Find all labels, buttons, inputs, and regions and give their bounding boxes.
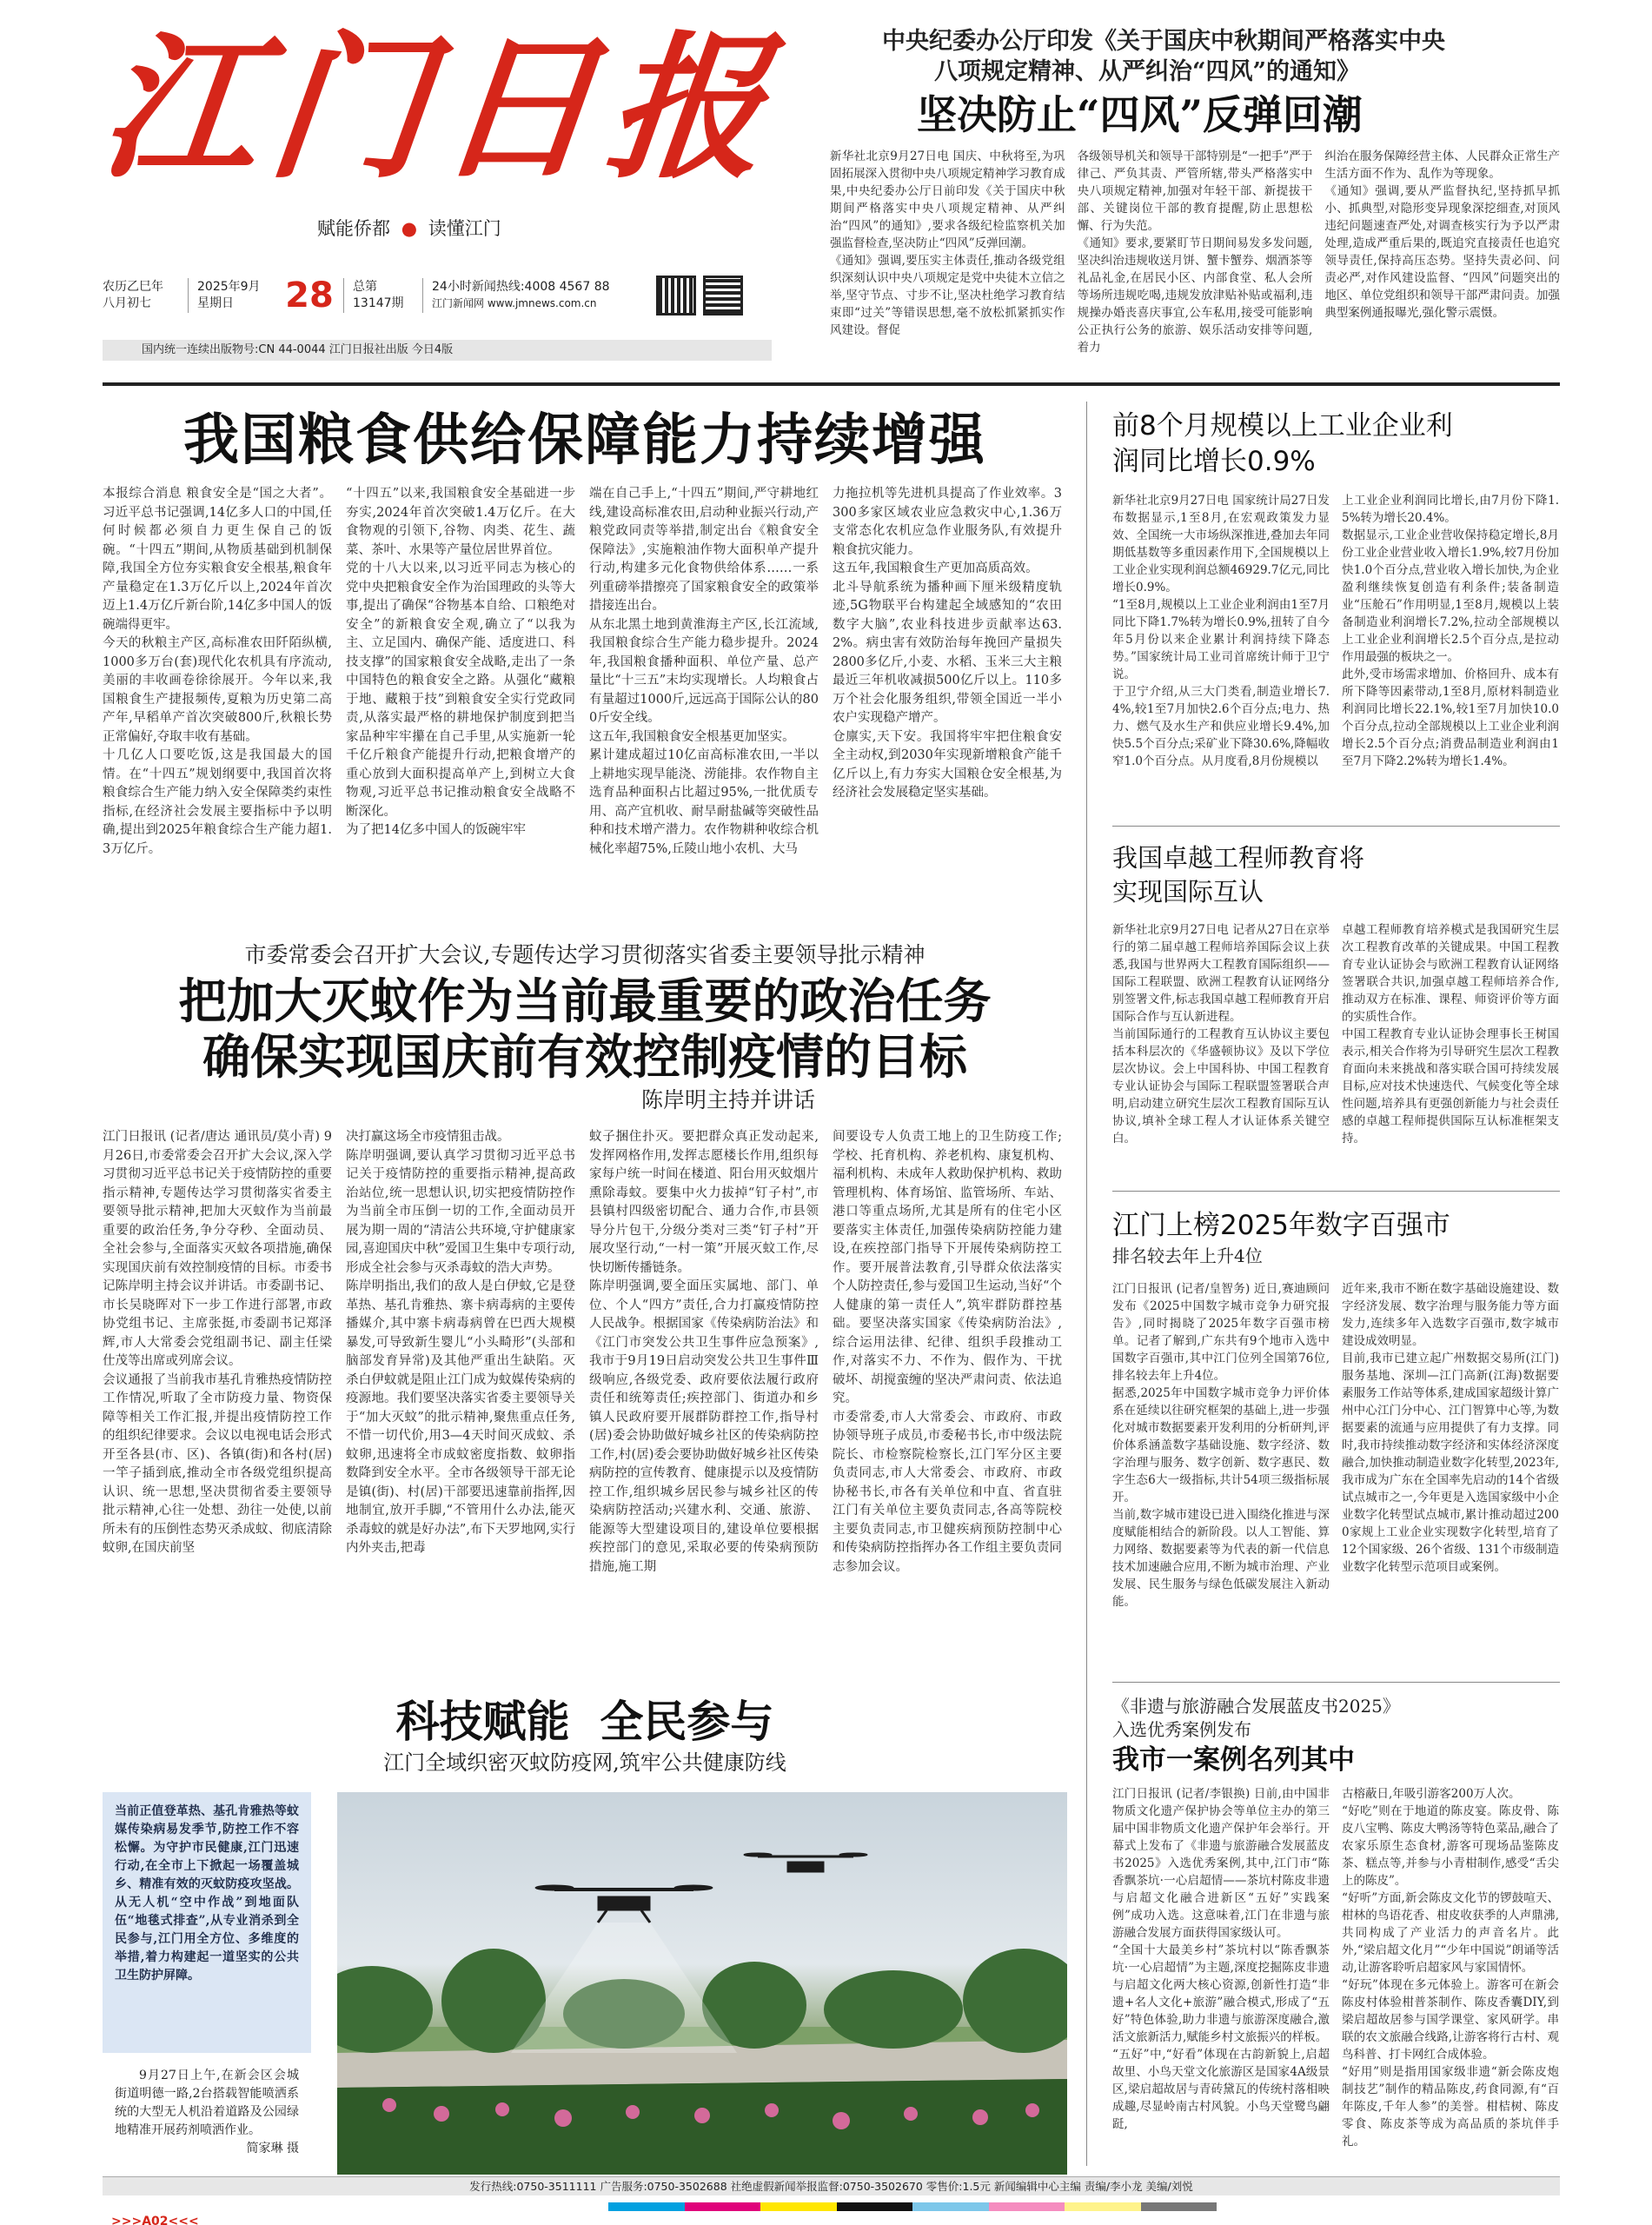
footer-bar <box>103 2176 1560 2195</box>
digital-col-1: 江门日报讯 (记者/皇智务) 近日,赛迪顾问发布《2025中国数字城市竞争力研究报告》,同时揭晓了2025年数字百强市榜单。记者了解到,广东共有9个地市入选中国数字百强市,其中江门位列全国第76位,排名较去年上升4位。 据悉,2025年中国数字城市竞争力评价体系在延续以往研究框架的基础上,进一步强化对城市数据要素开发利用的分析研判,评价体系涵盖数字基础设施、数字经济、数字治理与服务、数字创新、数字惠民、数字生态6大一级指标,共计54项三级指标展开。 当前,数字城市建设已进入围绕化推进与深度赋能相结合的新阶段。以人工智能、算力网络、数据要素等为代表的新一代信息技术加速融合应用,不断为城市治理、产业发展、民生服务与绿色低碳发展注入新动能。 <box>1112 1282 1330 1609</box>
newspaper-logo: 江门日报 <box>92 17 787 200</box>
digital-story <box>1112 1208 1560 1677</box>
top-story-col-1: 新华社北京9月27日电 国庆、中秋将至,为巩固拓展深入贯彻中央八项规定精神学习教育成果,中央纪委办公厅日前印发《关于国庆中秋期间严格落实中央八项规定精神、从严纠治“四风”的通知》,要求各级纪检监察机关加强监督检查,坚决防止“四风”反弹回潮。 《通知》强调,要压实主体责任,推动各级党组织深刻认识中央八项规定是党中央徒木立信之举,坚守节点、寸步不让,坚决杜绝学习教育结束即“过关”等错误思想,毫不放松抓紧抓实作风建设。督促 <box>830 149 1065 337</box>
mosquito-subhead: 陈岸明主持并讲话 <box>640 1087 815 1112</box>
digital-col-2: 近年来,我市不断在数字基础设施建设、数字经济发展、数字治理与服务能力等方面发力,连续多年入选数字百强市,数字城市建设成效明显。 目前,我市已建立起广州数据交易所(江门)服务基地、深圳—江门高新(江海)数据要素服务工作站等体系,建成国家超级计算广州中心江门分中心、江门智算中心等,为数据要素的流通与应用提供了有力支撑。同时,我市持续推动数字经济和实体经济深度融合,加快推动制造业数字化转型,2023年,我市成为广东在全国率先启动的14个省级试点城市之一,今年更是入选国家级中小企业数字化转型试点城市,累计推动超过2000家规上工业企业实现数字化转型,培育了12个国家级、26个省级、131个市级制造业数字化转型示范项目或案例。 <box>1342 1282 1559 1574</box>
grain-headline: 我国粮食供给保障能力持续增强 <box>183 408 986 473</box>
feature-headline: 科技赋能 全民参与 <box>395 1696 774 1747</box>
mosquito-headline-1: 把加大灭蚊作为当前最重要的政治任务 <box>178 973 992 1029</box>
grain-story <box>103 402 1067 906</box>
engineer-story <box>1112 841 1560 1189</box>
top-story-col-2: 各级领导机关和领导干部特别是“一把手”严于律己、严负其责、严管所辖,带头严格落实中央八项规定精神,加强对年轻干部、新提拔干部、关键岗位干部的教育提醒,防止思想松懈、行为失范。 《通知》要求,要紧盯节日期间易发多发问题,坚决纠治违规收送月饼、蟹卡蟹券、烟酒茶等礼品礼金,在居民小区、内部食堂、私人会所等场所违规吃喝,违规发放津贴补贴或福利,违规操办婚丧喜庆事宜,公车私用,接受可能影响公正执行公务的旅游、娱乐活动安排等问题,着力 <box>1077 149 1313 355</box>
cn-number-bar: 国内统一连续出版物号:CN 44-0044 江门日报社出版 今日4版 <box>103 340 772 361</box>
footer-text: 发行热线:0750-3511111 广告服务:0750-3502688 社绝虚假新闻举报监督:0750-3502670 零售价:1.5元 新闻编辑中心主编 责编/李小龙 美编/刘悦 <box>469 2180 1193 2193</box>
page-jump-link[interactable]: >>>A02<<< <box>111 2215 199 2225</box>
mosquito-headline-2: 确保实现国庆前有效控制疫情的目标 <box>202 1028 967 1085</box>
industry-col-1: 新华社北京9月27日电 国家统计局27日发布数据显示,1至8月,在宏观政策发力显效、全国统一大市场纵深推进,叠加去年同期低基数等多重因素作用下,全国规模以上工业企业实现利润总额46929.7亿元,同比增长0.9%。 “1至8月,规模以上工业企业利润由1至7月同比下降1.7%转为增长0.9%,扭转了自今年5月份以来企业累计利润持续下降态势。”国家统计局工业司首席统计师于卫宁说。 于卫宁介绍,从三大门类看,制造业增长7.4%,较1至7月加快2.6个百分点;电力、热力、燃气及水生产和供应业增长9.4%,加快5.5个百分点;采矿业下降30.6%,降幅收窄1.0个百分点。从月度看,8月份规模以 <box>1112 494 1330 768</box>
issue-day: 28 <box>285 276 334 315</box>
total-issue: 13147期 <box>353 296 404 310</box>
lunar-date: 农历乙巳年 八月初七 <box>103 280 163 310</box>
color-registration-bar <box>608 2202 1217 2211</box>
engineer-headline: 我国卓越工程师教育将实现国际互认 <box>1112 843 1365 907</box>
qr-code-icon[interactable] <box>656 276 696 315</box>
digital-subhead: 排名较去年上升4位 <box>1112 1245 1263 1266</box>
grain-col-4: 力拖拉机等先进机具提高了作业效率。3300多家区域农业应急救灾中心,1.36万支常态化农机应急作业服务队,有效提升粮食抗灾能力。 这五年,我国粮食生产更加高质高效。 北斗导航系统为播种画下厘米级精度轨迹,5G物联平台构建起全域感知的“农田数字大脑”,农业科技进步贡献率达63.2%。病虫害有效防治每年挽回产量损失2800多亿斤,小麦、水稻、玉米三大主粮最近三年机收减损500亿斤以上。110多万个社会化服务组织,带领全国近一半小农户实现稳产增产。 仓廪实,天下安。我国将牢牢把住粮食安全主动权,到2030年实现新增粮食产能千亿斤以上,有力夯实大国粮仓安全根基,为经济社会发展稳定坚实基础。 <box>833 487 1062 800</box>
engineer-col-2: 卓越工程师教育培养模式是我国研究生层次工程教育改革的关键成果。中国工程教育专业认证协会与欧洲工程教育认证网络签署联合共识,加强卓越工程师培养合作,推动双方在标准、课程、师资评价等方面的实质性合作。 中国工程教育专业认证协会理事长王树国表示,相关合作将为引导研究生层次工程教育面向未来挑战和落实联合国可持续发展目标,应对技术快速迭代、气候变化等全球性问题,培养具有更强创新能力与社会责任感的卓越工程师提供国际互认标准框架支持。 <box>1342 923 1559 1146</box>
news-website[interactable]: 江门新闻网 www.jmnews.com.cn <box>432 297 597 309</box>
issue-info-box <box>103 271 772 320</box>
top-story-headline: 坚决防止“四风”反弹回潮 <box>917 91 1363 138</box>
issue-weekday: 星期日 <box>197 296 234 310</box>
heritage-col-1: 江门日报讯 (记者/李银换) 日前,由中国非物质文化遗产保护协会等单位主办的第三届中国非物质文化遗产保护年会举行。开幕式上发布了《非遗与旅游融合发展蓝皮书2025》入选优秀案例,其中,江门市“陈香飘茶坑·一心启超情——茶坑村陈皮非遗与启超文化融合进新区“五好”实践案例”成功入选。这意味着,江门在非遗与旅游融合发展方面获得国家级认可。 “全国十大最美乡村”茶坑村以“陈香飘茶坑·一心启超情”为主题,深度挖掘陈皮非遗与启超文化两大核心资源,创新性打造“非遗+名人文化+旅游”融合模式,形成了“五好”特色体验,助力非遗与旅游深度融合,激活文旅新活力,赋能乡村文旅振兴的样板。 “五好”中,“好看”体现在古韵新貌上,启超故里、小鸟天堂文化旅游区是国家4A级景区,梁启超故居与青砖黛瓦的传统村落相映成趣,尽显岭南古村风貌。小鸟天堂鹭鸟翩跹, <box>1112 1787 1330 2131</box>
heritage-headline: 我市一案例名列其中 <box>1112 1744 1355 1776</box>
mosquito-col-2: 决打赢这场全市疫情狙击战。 陈岸明强调,要认真学习贯彻习近平总书记关于疫情防控的重要指示精神,提高政治站位,统一思想认识,切实把疫情防控作为当前全市压倒一切的工作,全面动员开展为期一周的“清洁公共环境,守护健康家园,喜迎国庆中秋”爱国卫生集中专项行动,形成全社会参与灭杀毒蚊的浩大声势。 陈岸明指出,我们的敌人是白伊蚊,它是登革热、基孔肯雅热、寨卡病毒病的主要传播媒介,其中寨卡病毒病曾在巴西大规模暴发,可导致新生婴儿“小头畸形”(头部和脑部发育异常)及其他严重出生缺陷。灭杀白伊蚊就是阻止江门成为蚊媒传染病的疫源地。我们要坚决落实省委主要领导关于“加大灭蚊”的批示精神,聚焦重点任务,不惜一切代价,用3—4天时间灭成蚊、杀蚊卵,迅速将全市成蚊密度指数、蚊卵指数降到安全水平。全市各级领导干部无论是镇(街)、村(居)干部要迅速靠前指挥,因地制宜,放开手脚,“不管用什么办法,能灭杀毒蚊的就是好办法”,布下天罗地网,实行内外夹击,把毒 <box>346 1130 575 1555</box>
digital-headline: 江门上榜2025年数字百强市 <box>1112 1210 1450 1241</box>
heritage-kicker: 《非遗与旅游融合发展蓝皮书2025》 入选优秀案例发布 <box>1112 1696 1400 1740</box>
drone-icon <box>535 1885 713 1923</box>
grain-col-1: 本报综合消息 粮食安全是“国之大者”。习近平总书记强调,14亿多人口的中国,任何时候都必须自力更生保自己的饭碗。“十四五”期间,从物质基础到机制保障,我国全方位夯实粮食安全根基,粮食年产量稳定在1.3万亿斤以上,2024年首次迈上1.4万亿斤新台阶,14亿多中国人的饭碗端得更牢。 今天的秋粮主产区,高标准农田阡陌纵横,1000多万台(套)现代化农机具有序流动,美丽的丰收画卷徐徐展开。今年以来,我国粮食生产捷报频传,夏粮为历史第二高产年,早稻单产首次突破800斤,秋粮长势正常偏好,夺取丰收有基础。 十几亿人口要吃饭,这是我国最大的国情。在“十四五”规划纲要中,我国首次将粮食综合生产能力纳入安全保障类约束性指标,在经济社会发展主要指标中予以明确,提出到2025年粮食综合生产能力超1.3万亿斤。 <box>103 487 332 856</box>
grain-col-3: 端在自己手上,“十四五”期间,严守耕地红线,建设高标准农田,启动种业振兴行动,产粮党政同责等举措,制定出台《粮食安全保障法》,实施粮油作物大面积单产提升行动,构建多元化食物供给体系……一系列重磅举措擦亮了国家粮食安全的政策举措接连出台。 从东北黑土地到黄淮海主产区,长江流域,我国粮食综合生产能力稳步提升。2024年,我国粮食播种面积、单位产量、总产量比“十三五”末均实现增长。人均粮食占有量超过1000斤,远远高于国际公认的800斤安全线。 这五年,我国粮食安全根基更加坚实。 累计建成超过10亿亩高标准农田,一半以上耕地实现旱能浇、涝能排。农作物自主选育品种面积占比超过95%,一批优质专用、高产宜机收、耐旱耐盐碱等突破性品种和技术增产潜力。农作物耕种收综合机械化率超75%,丘陵山地小农机、大马 <box>589 487 819 856</box>
drone-photo <box>337 1792 1067 2175</box>
top-story <box>830 26 1560 361</box>
slogan-dot-icon: ● <box>401 218 418 239</box>
qr-code-icon-2[interactable] <box>703 276 743 315</box>
drone-photo-svg <box>337 1792 1067 2175</box>
right-divider-1 <box>1112 826 1560 827</box>
industry-col-2: 上工业企业利润同比增长,由7月份下降1.5%转为增长20.4%。 数据显示,工业企业营收保持稳定增长,8月份工业企业营业收入增长1.9%,较7月份加快1.0个百分点,营业收入增长加快,为企业盈利继续恢复创造有利条件;装备制造业“压舱石”作用明显,1至8月,规模以上装备制造业利润增长7.2%,拉动全部规模以上工业企业利润增长2.5个百分点,是拉动作用最强的板块之一。 此外,受市场需求增加、价格回升、成本有所下降等因素带动,1至8月,原材料制造业利润同比增长22.1%,较1至7月加快10.0个百分点,拉动全部规模以上工业企业利润增长2.5个百分点;消费品制造业利润由1至7月下降2.2%转为增长1.4%。 <box>1342 494 1559 768</box>
news-hotline: 24小时新闻热线:4008 4567 88 <box>432 280 610 294</box>
top-story-kicker: 中央纪委办公厅印发《关于国庆中秋期间严格落实中央 八项规定精神、从严纠治“四风”的通知》 <box>882 28 1445 85</box>
feature-intro-box <box>103 1792 311 2053</box>
heritage-story <box>1112 1695 1560 2164</box>
feature-caption: 9月27日上午,在新会区会城街道明德一路,2台搭载智能喷洒系统的大型无人机沿着道路及公园绿地精准开展药剂喷洒作业。 <box>115 2069 299 2137</box>
feature-intro: 当前正值登革热、基孔肯雅热等蚊媒传染病易发季节,防控工作不容松懈。为守护市民健康,江门迅速行动,在全市上下掀起一场覆盖城乡、精准有效的灭蚊防疫攻坚战。从无人机“空中作战”到地面队伍“地毯式排查”,从专业消杀到全民参与,江门用全方位、多维度的举措,着力构建起一道坚实的公共卫生防护屏障。 <box>115 1804 299 1983</box>
spray-mist <box>511 1923 737 2053</box>
right-divider-3 <box>1112 1682 1560 1683</box>
drone-icon-2 <box>744 1853 867 1872</box>
column-divider <box>1086 402 1087 2166</box>
slogan-right: 读懂江门 <box>428 218 501 239</box>
mosquito-col-1: 江门日报讯 (记者/唐达 通讯员/莫小青) 9月26日,市委常委会召开扩大会议,深入学习贯彻习近平总书记关于疫情防控的重要指示精神,专题传达学习贯彻落实省委主要领导批示精神,把加大灭蚊作为当前最重要的政治任务,争分夺秒、全面动员、全社会参与,全面落实灭蚊各项措施,确保实现国庆前有效控制疫情的目标。市委书记陈岸明主持会议并讲话。市委副书记、市长吴晓晖对下一步工作进行部署,市政协党组书记、主席张挺,市委副书记郑泽辉,市人大常委会党组副书记、副主任梁仕茂等出席或列席会议。 会议通报了当前我市基孔肯雅热疫情防控工作情况,听取了全市防疫力量、物资保障等相关工作汇报,并提出疫情防控工作的组织纪律要求。会议以电视电话会形式开至各县(市、区)、各镇(街)和各村(居)一竿子插到底,推动全市各级党组织提高认识、统一思想,坚决贯彻省委主要领导批示精神,心往一处想、劲往一处使,以前所未有的压倒性态势灭杀成蚊、彻底清除蚊卵,在国庆前坚 <box>103 1130 332 1555</box>
mosquito-kicker: 市委常委会召开扩大会议,专题传达学习贯彻落实省委主要领导批示精神 <box>244 942 926 967</box>
industry-headline: 前8个月规模以上工业企业利润同比增长0.9% <box>1112 410 1453 477</box>
heritage-col-2: 古榕蔽日,年吸引游客200万人次。 “好吃”则在于地道的陈皮宴。陈皮骨、陈皮八宝鸭、陈皮大鸭汤等特色菜品,融合了农家乐原生态食材,游客可现场品鉴陈皮茶、糕点等,并参与小青柑制作,感受“舌尖上的陈皮”。 “好听”方面,新会陈皮文化节的锣鼓喧天、柑林的鸟语花香、柑皮收获季的人声鼎沸,共同构成了产业活力的声音名片。此外,“梁启超文化月”“少年中国说”朗诵等活动,让游客聆听启超家风与家国情怀。 “好玩”体现在多元体验上。游客可在新会陈皮村体验柑普茶制作、陈皮香囊DIY,到梁启超故居参与国学课堂、家风研学。串联的农文旅融合线路,让游客将行古村、观鸟科普、打卡网红合成体验。 “好用”则是指用国家级非遗“新会陈皮炮制技艺”制作的精品陈皮,药食同源,有“百年陈皮,千年人参”的美誉。柑桔树、陈皮零食、陈皮茶等成为高品质的茶坑伴手礼。 <box>1342 1787 1559 2149</box>
engineer-col-1: 新华社北京9月27日电 记者从27日在京举行的第二届卓越工程师培养国际会议上获悉,我国与世界两大工程教育国际组织——国际工程联盟、欧洲工程教育认证网络分别签署文件,标志我国卓越工程师教育开启国际合作与互认新进程。 当前国际通行的工程教育互认协议主要包括本科层次的《华盛顿协议》及以下学位层次协议。会上中国科协、中国工程教育专业认证协会与国际工程联盟签署联合声明,启动建立研究生层次工程教育国际互认协议,填补全球工程人才认证体系关键空白。 <box>1112 923 1330 1146</box>
mosquito-story <box>103 940 1067 1688</box>
feature-photographer: 简家琳 摄 <box>246 2142 299 2155</box>
mosquito-col-3: 蚊子捆住扑灭。要把群众真正发动起来,发挥网格作用,发挥志愿楼长作用,组织每家每户统一时间在楼道、阳台用灭蚊烟片熏除毒蚊。要集中火力拔掉“钉子村”,市县镇村四级密切配合、通力合作,市县领导分片包干,分级分类对三类“钉子村”开展攻坚行动,“一村一策”开展灭蚊工作,尽快切断传播链条。 陈岸明强调,要全面压实属地、部门、单位、个人“四方”责任,合力打赢疫情防控人民战争。根据国家《传染病防治法》和《江门市突发公共卫生事件应急预案》,我市于9月19日启动突发公共卫生事件Ⅲ级响应,各级党委、政府要依法履行政府责任和统筹责任;疾控部门、街道办和乡镇人民政府要开展群防群控工作,指导村(居)委会协助做好城乡社区的传染病防控工作,村(居)委会要协助做好城乡社区传染病防控的宣传教育、健康提示以及疫情防控工作,组织城乡居民参与城乡社区的传染病防控活动;兴建水利、交通、旅游、能源等大型建设项目的,建设单位要根据疾控部门的意见,采取必要的传染病预防措施,施工期 <box>589 1130 819 1574</box>
industry-story <box>1112 408 1560 817</box>
grain-col-2: “十四五”以来,我国粮食安全基础进一步夯实,2024年首次突破1.4万亿斤。在大食物观的引领下,谷物、肉类、花生、蔬菜、茶叶、水果等产量位居世界首位。 党的十八大以来,以习近平同志为核心的党中央把粮食安全作为治国理政的头等大事,提出了确保“谷物基本自给、口粮绝对安全”的新粮食安全观,确立了“以我为主、立足国内、确保产能、适度进口、科技支撑”的国家粮食安全战略,走出了一条中国特色的粮食安全之路。从强化“藏粮于地、藏粮于技”到粮食安全实行党政同责,从落实最严格的耕地保护制度到把当家品种牢牢攥在自己手里,从实施新一轮千亿斤粮食产能提升行动,把粮食增产的重心放到大面积提高单产上,到树立大食物观,习近平总书记推动粮食安全战略不断深化。 为了把14亿多中国人的饭碗牢牢 <box>346 487 575 837</box>
slogan-left: 赋能侨都 <box>317 218 390 239</box>
issue-date: 2025年9月 <box>197 280 261 294</box>
top-story-col-3: 纠治在服务保障经营主体、人民群众正常生产生活方面不作为、乱作为等现象。 《通知》强调,要从严监督执纪,坚持抓早抓小、抓典型,对隐形变异现象深挖细查,对顶风违纪问题速查严处,对调查核实行为予以严肃处理,造成严重后果的,既追究直接责任也追究领导责任,保持高压态势。坚持失责必问、问责必严,对作风建设监督、“四风”问题突出的地区、单位党组织和领导干部严肃问责。加强典型案例通报曝光,强化警示震慑。 <box>1324 149 1561 320</box>
total-label: 总第 <box>353 280 377 294</box>
masthead-divider <box>103 382 1560 386</box>
right-divider-2 <box>1112 1191 1560 1192</box>
mosquito-col-4: 间要设专人负责工地上的卫生防疫工作;学校、托育机构、养老机构、康复机构、福利机构、未成年人救助保护机构、救助管理机构、体育场馆、监管场所、车站、港口等重点场所,尤其是所有的住宅小区要落实主体责任,加强传染病防控能力建设,在疾控部门指导下开展传染病防控工作。要开展普法教育,引导群众依法落实个人防控责任,参与爱国卫生运动,当好“个人健康的第一责任人”,筑牢群防群控基础。要坚决落实国家《传染病防治法》,综合运用法律、纪律、组织手段推动工作,对落实不力、不作为、假作为、干扰破坏、胡搅蛮缠的坚决严肃问责、依法追究。 市委常委,市人大常委会、市政府、市政协领导班子成员,市委秘书长,市中级法院院长、市检察院检察长,江门军分区主要负责同志,市人大常委会、市政府、市政协秘书长,市各有关单位和中直、省直驻江门有关单位主要负责同志,各高等院校主要负责同志,市卫健疾病预防控制中心和传染病防控指挥办各工作组主要负责同志参加会议。 <box>833 1130 1062 1574</box>
feature-subhead: 江门全域织密灭蚊防疫网,筑牢公共健康防线 <box>383 1750 786 1775</box>
